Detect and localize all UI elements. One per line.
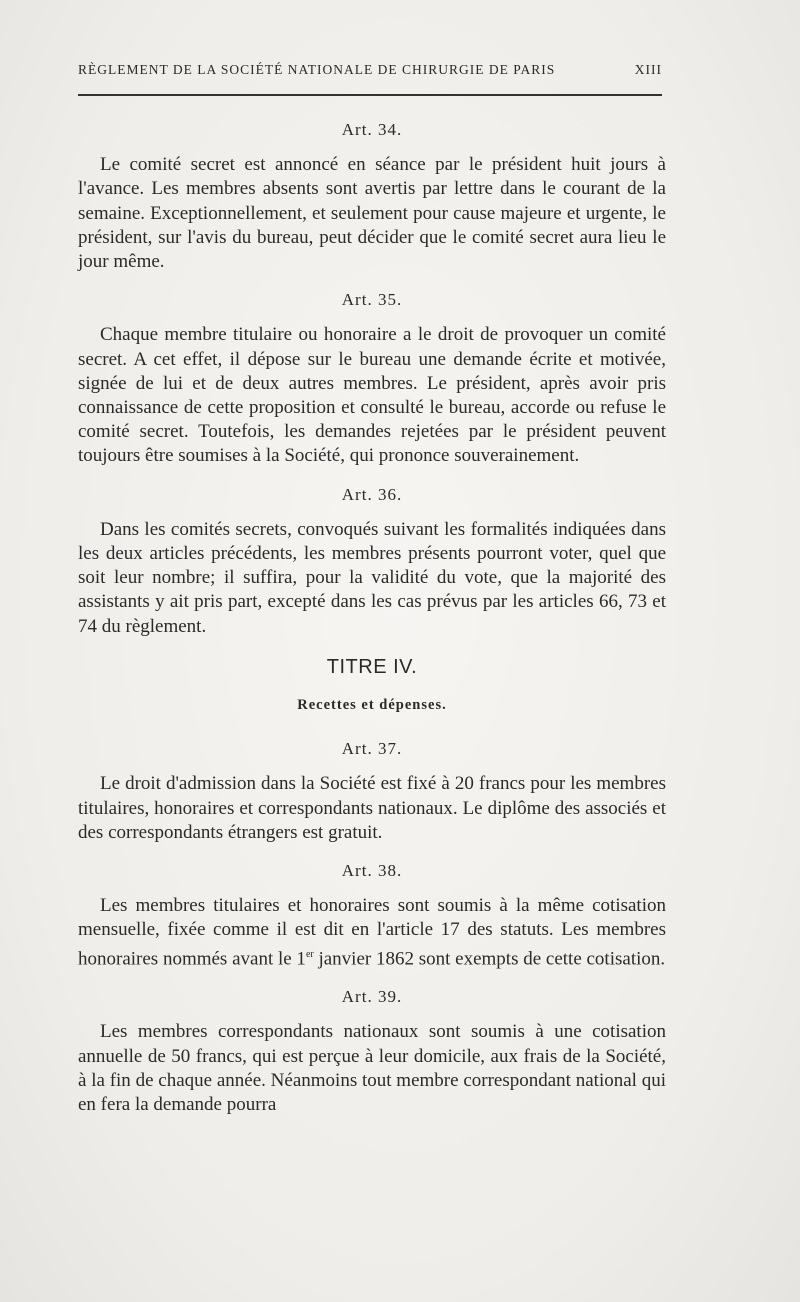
article-text-36: Dans les comités secrets, convoqués suivant les formalités indiquées dans les deux articles précédents, les membres présents pourront voter, quel que soit leur nombre; il suffira, pour la validité du vote, que la majorité des assistants y ait pris part, excepté dans les cas prévus par les articles 66, 73 et 74 du règlement. xyxy=(78,518,666,637)
article-heading-38: Art. 38. xyxy=(341,861,403,881)
article-38-part-2: janvier 1862 sont exempts de cette cotisation. xyxy=(313,948,666,970)
article-heading-37: Art. 37. xyxy=(341,739,403,759)
article-text-35: Chaque membre titulaire ou honoraire a le droit de provoquer un comité secret. A cet effet, il dépose sur le bureau une demande écrite et motivée, signée de lui et de deux autres membres. Le président, après avoir pris connaissance de cette proposition et consulté le bureau, accorde ou refuse le comité secret. Toutefois, les demandes rejetées par le président peuvent toujours être soumises à la Société, qui prononce souverainement. xyxy=(78,324,666,467)
article-heading-39: Art. 39. xyxy=(341,987,403,1007)
article-text-39: Les membres correspondants nationaux sont soumis à une cotisation annuelle de 50 francs, qui est perçue à leur domicile, aux frais de la Société, à la fin de chaque année. Néanmoins tout membre correspondant national qui en fera la demande pourra xyxy=(78,1021,666,1116)
section-subtitle: Recettes et dépenses. xyxy=(297,697,447,714)
titre-heading: TITRE IV. xyxy=(326,655,418,678)
running-header xyxy=(78,62,662,78)
header-rule xyxy=(78,94,662,96)
article-heading-35: Art. 35. xyxy=(341,290,403,310)
article-text-37: Le droit d'admission dans la Société est fixé à 20 francs pour les membres titulaires, honoraires et correspondants nationaux. Le diplôme des associés et des correspondants étrangers est gratuit. xyxy=(78,773,666,843)
article-text-34: Le comité secret est annoncé en séance par le président huit jours à l'avance. Les membres absents sont avertis par lettre dans le courant de la semaine. Exceptionnellement, et seulement pour cause majeure et urgente, le président, sur l'avis du bureau, peut décider que le comité secret aura lieu le jour même. xyxy=(78,154,666,273)
running-title: RÈGLEMENT DE LA SOCIÉTÉ NATIONALE DE CHIRURGIE DE PARIS xyxy=(78,62,556,77)
page-body xyxy=(78,118,666,1131)
article-text-38 xyxy=(78,894,666,971)
ordinal-superscript: er xyxy=(305,948,314,960)
article-heading-36: Art. 36. xyxy=(341,484,403,504)
page-number: XIII xyxy=(634,62,662,77)
article-heading-34: Art. 34. xyxy=(341,120,403,139)
article-38-part-1: Les membres titulaires et honoraires sont soumis à la même cotisation mensuelle, fixée comme il est dit en l'article 17 des statuts. Les membres honoraires nommés avant le 1 xyxy=(78,895,666,970)
